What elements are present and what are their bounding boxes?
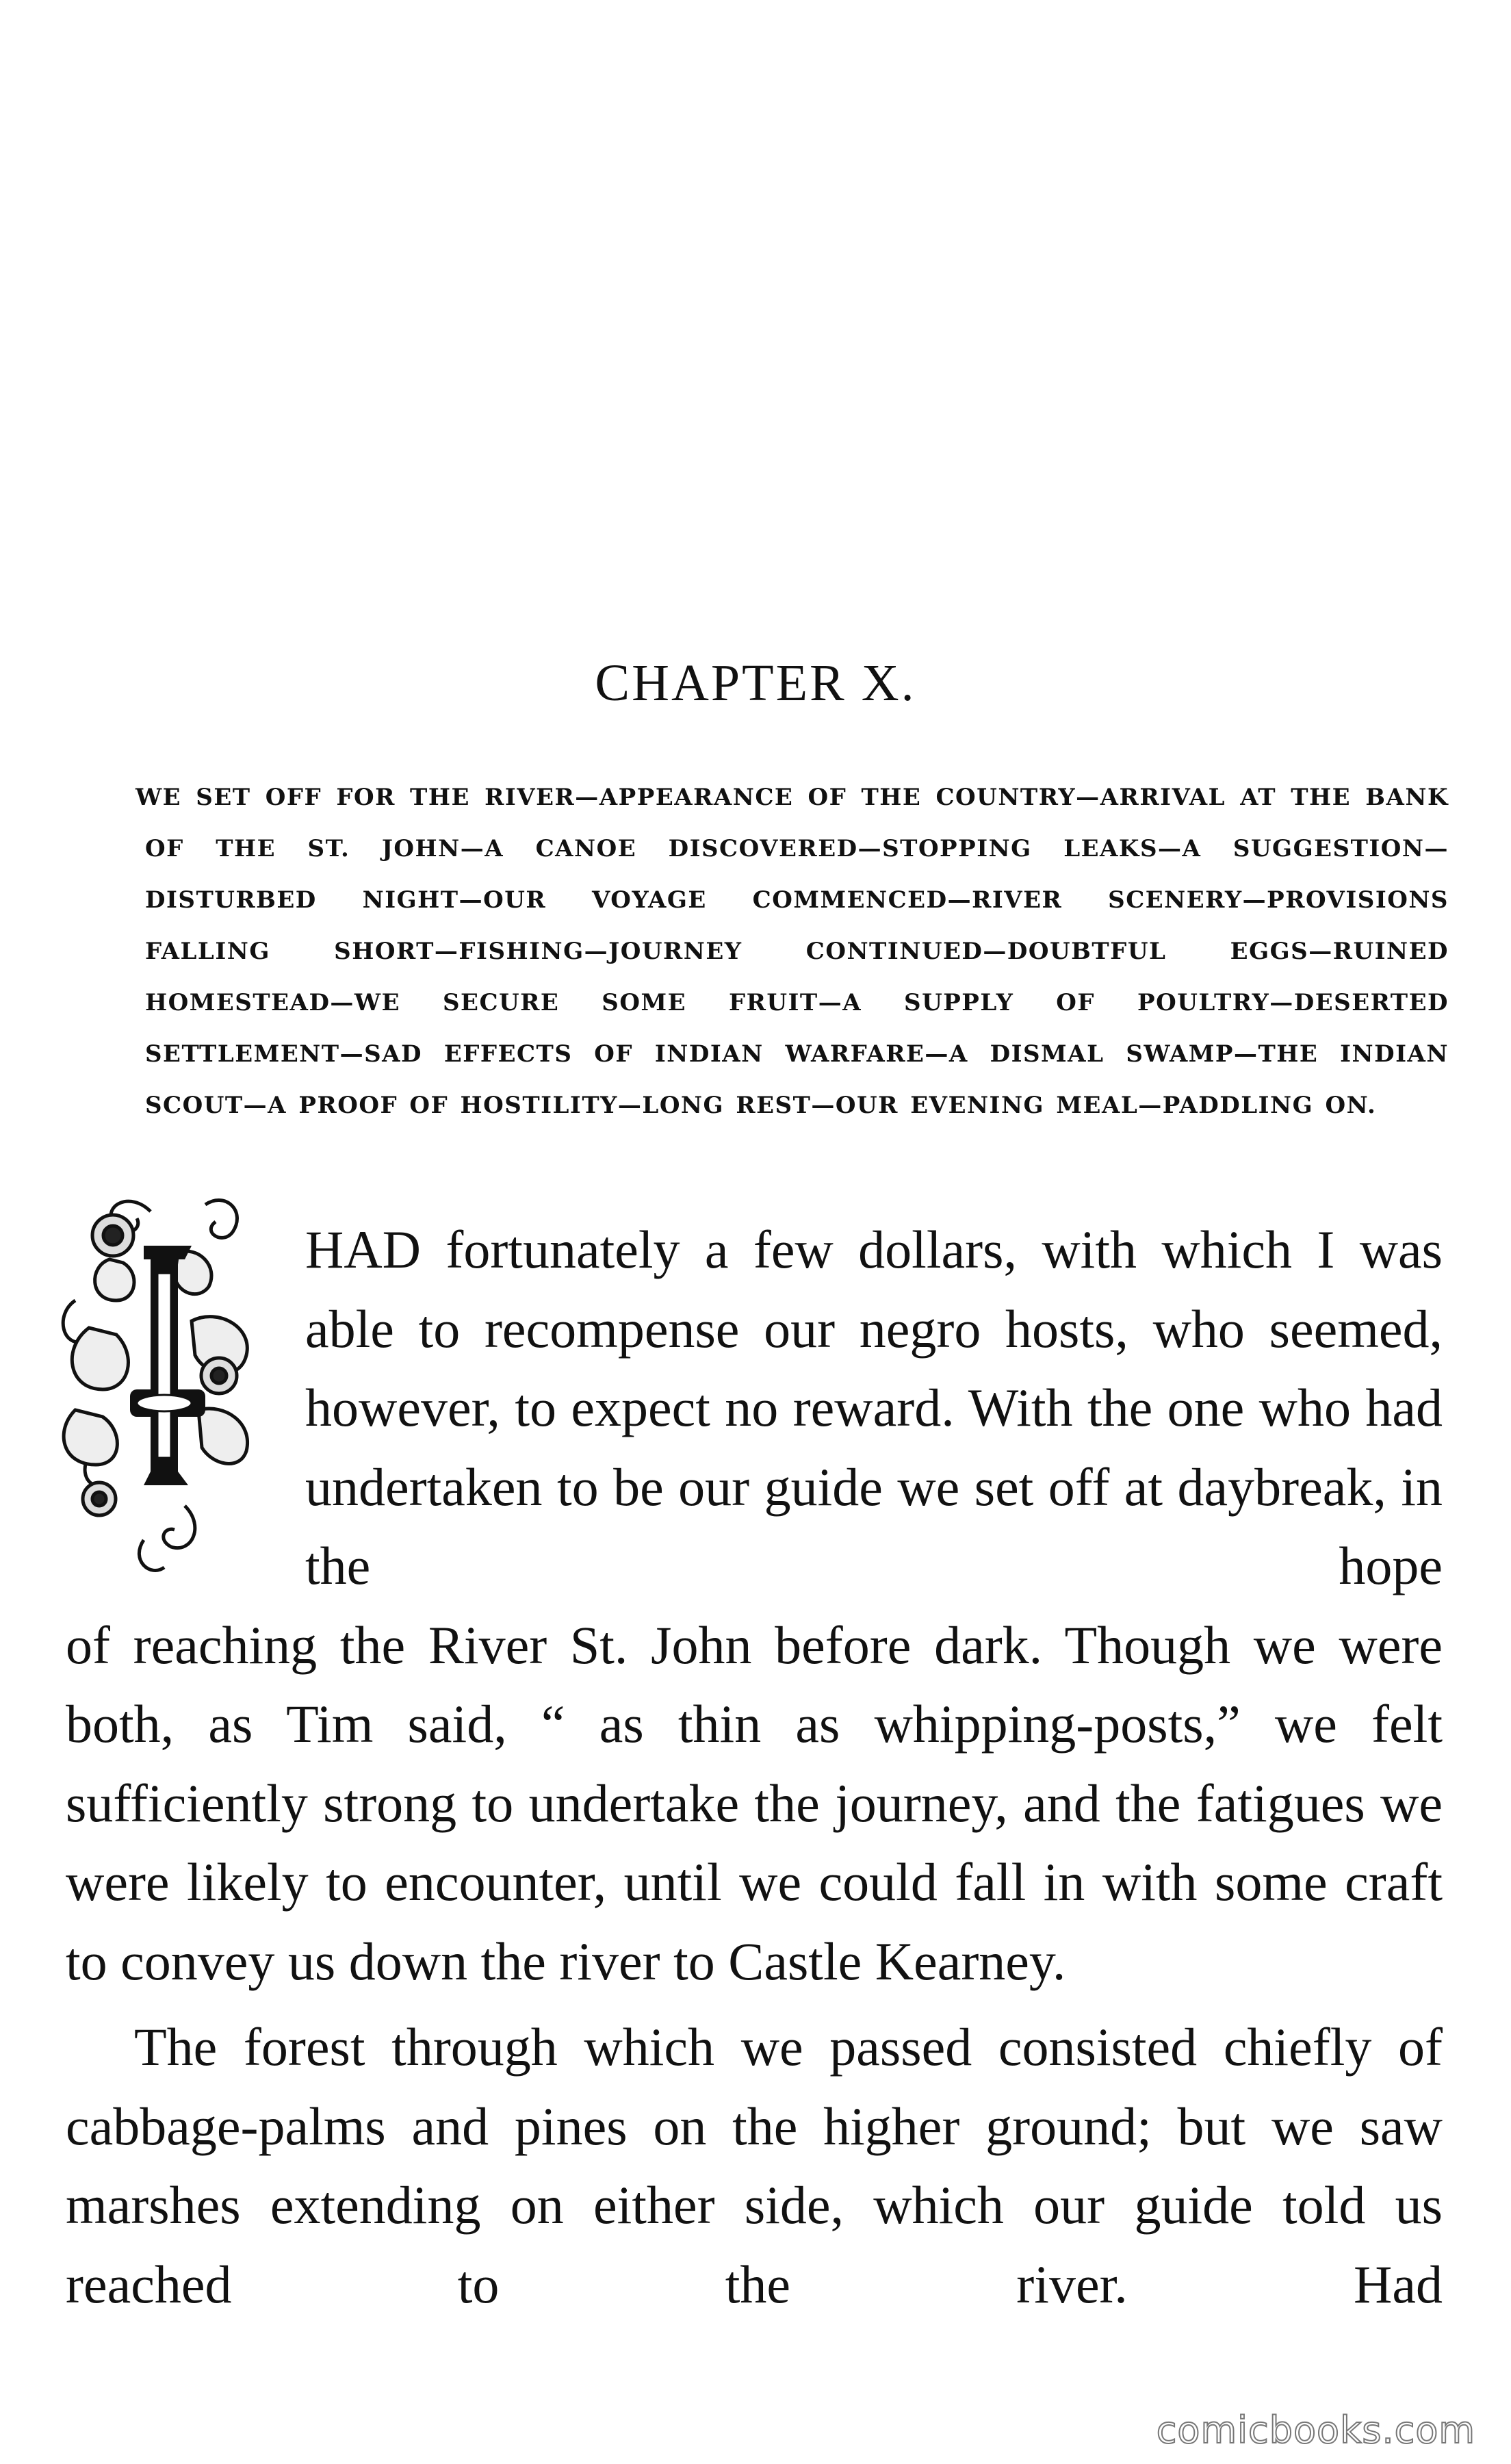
chapter-title: CHAPTER X.	[595, 654, 916, 712]
body-text	[66, 1210, 1443, 2324]
watermark: comicbooks.com	[1156, 2409, 1475, 2452]
paragraph-1-continued: of reaching the River St. John before dark. Though we were both, as Tim said, “ as thin as whipping-posts,” we felt sufficiently strong to undertake the journey, and the fatigues we were likely to encounter, until we could fall in with some craft to convey us down the river to Castle Kearney.	[66, 1615, 1443, 1991]
paragraph-1-indented: HAD fortunately a few dollars, with which I was able to recompense our negro hosts, who seemed, however, to expect no reward. With the one who had undertaken to be our guide we set off at daybreak, in the hope	[305, 1220, 1443, 1595]
paragraph-2: The forest through which we passed consisted chiefly of cabbage-palms and pines on the higher ground; but we saw marshes extending on either side, which our guide told us reached to the river. Had	[66, 2017, 1443, 2314]
chapter-synopsis: WE SET OFF FOR THE RIVER—APPEARANCE OF THE COUNTRY—ARRIVAL AT THE BANK OF THE ST. JOHN—A CANOE DISCOVERED—STOPPING LEAKS—A SUGGESTION—DISTURBED NIGHT—OUR VOYAGE COMMENCED—RIVER SCENERY—PROVISIONS FALLING SHORT—FISHING—JOURNEY CONTINUED—DOUBTFUL EGGS—RUINED HOMESTEAD—WE SECURE SOME FRUIT—A SUPPLY OF POULTRY—DESERTED SETTLEMENT—SAD EFFECTS OF INDIAN WARFARE—A DISMAL SWAMP—THE INDIAN SCOUT—A PROOF OF HOSTILITY—LONG REST—OUR EVENING MEAL—PADDLING ON.	[135, 784, 1449, 1119]
